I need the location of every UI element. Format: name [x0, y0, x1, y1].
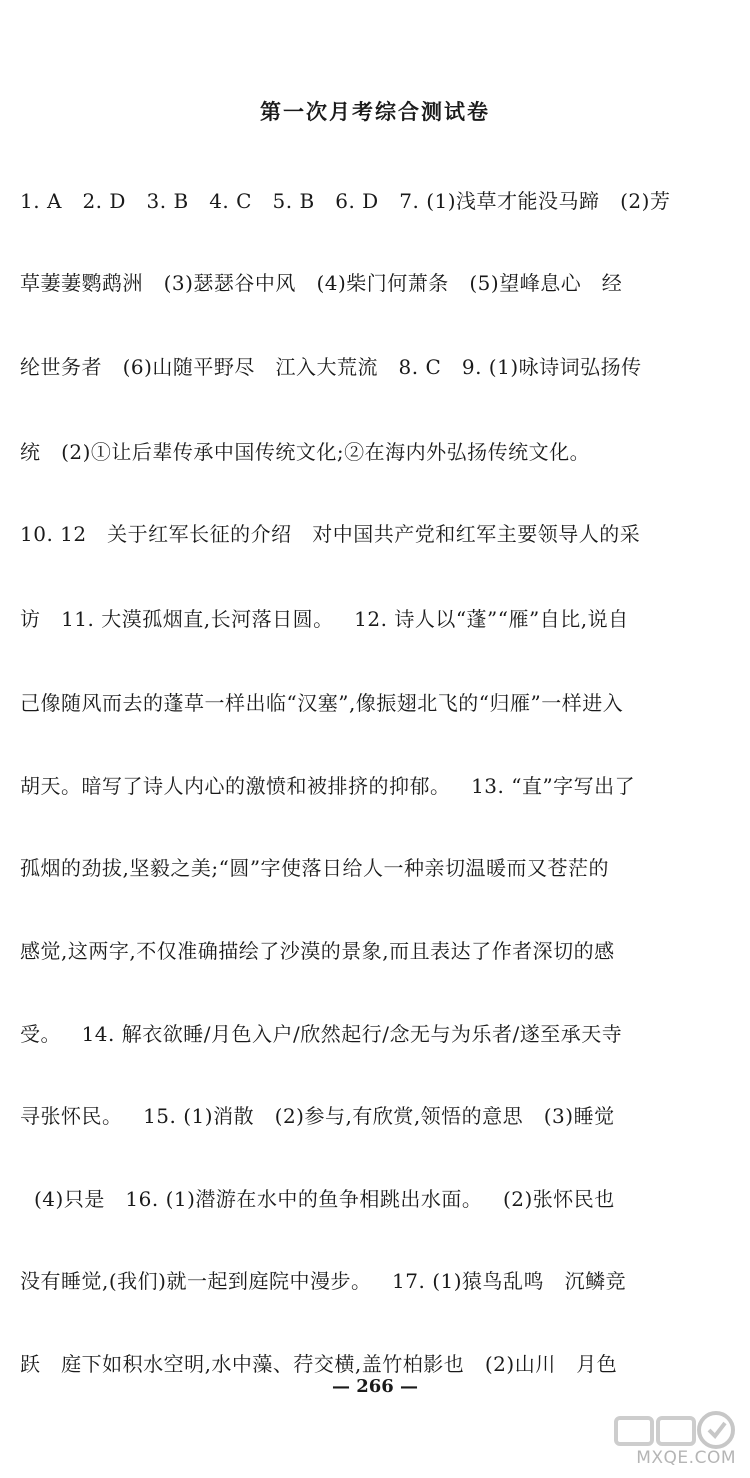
watermark-icon	[606, 1408, 736, 1452]
page-number: — 266 —	[331, 1376, 419, 1397]
answer-line: 寻张怀民。 15. (1)消散 (2)参与,有欣赏,领悟的意思 (3)睡觉	[20, 1104, 615, 1128]
answer-line: 孤烟的劲拔,坚毅之美;“圆”字使落日给人一种亲切温暖而又苍茫的	[20, 856, 610, 880]
answer-line: 1. A 2. D 3. B 4. C 5. B 6. D 7. (1)浅草才能没马蹄 (2)芳	[20, 189, 671, 213]
answer-line: (4)只是 16. (1)潜游在水中的鱼争相跳出水面。 (2)张怀民也	[34, 1187, 615, 1211]
answer-line: 10. 12 关于红军长征的介绍 对中国共产党和红军主要领导人的采	[20, 522, 641, 546]
answer-line: 跃 庭下如积水空明,水中藻、荇交横,盖竹柏影也 (2)山川 月色	[20, 1352, 618, 1376]
answer-line: 访 11. 大漠孤烟直,长河落日圆。 12. 诗人以“蓬”“雁”自比,说自	[20, 607, 629, 631]
watermark-text: MXQE.COM	[636, 1448, 736, 1468]
answer-line: 胡天。暗写了诗人内心的激愤和被排挤的抑郁。 13. “直”字写出了	[20, 774, 636, 798]
answer-line: 统 (2)①让后辈传承中国传统文化;②在海内外弘扬传统文化。	[20, 440, 591, 464]
answer-line: 草萋萋鹦鹉洲 (3)瑟瑟谷中风 (4)柴门何萧条 (5)望峰息心 经	[20, 271, 623, 295]
answer-line: 己像随风而去的蓬草一样出临“汉塞”,像振翅北飞的“归雁”一样进入	[20, 691, 624, 715]
answer-line: 没有睡觉,(我们)就一起到庭院中漫步。 17. (1)猿鸟乱鸣 沉鳞竞	[20, 1269, 627, 1293]
answer-line: 受。 14. 解衣欲睡/月色入户/欣然起行/念无与为乐者/遂至承天寺	[20, 1022, 623, 1046]
answer-line: 纶世务者 (6)山随平野尽 江入大荒流 8. C 9. (1)咏诗词弘扬传	[20, 355, 642, 379]
page-title: 第一次月考综合测试卷	[260, 99, 490, 124]
watermark-logo	[606, 1408, 736, 1472]
answer-line: 感觉,这两字,不仅准确描绘了沙漠的景象,而且表达了作者深切的感	[20, 939, 615, 963]
